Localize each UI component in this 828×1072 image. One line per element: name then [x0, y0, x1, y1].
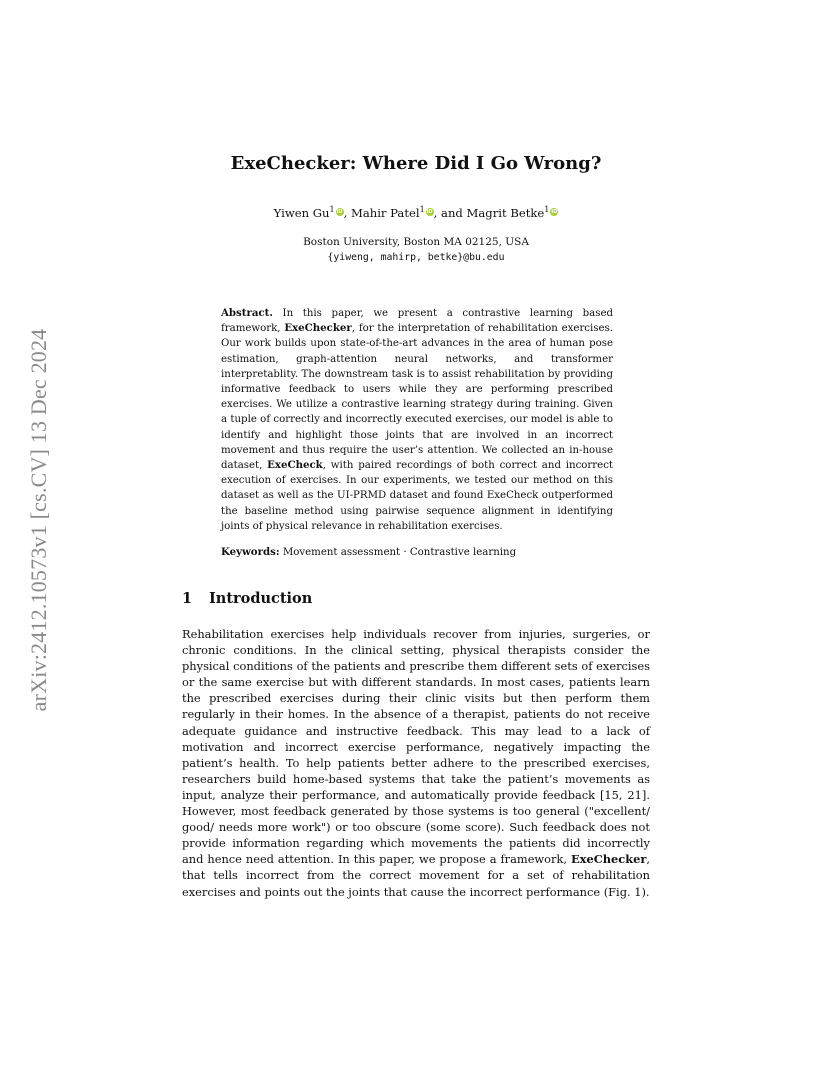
author-name: Yiwen Gu [273, 205, 330, 220]
section-heading [182, 590, 312, 607]
author-separator: , [343, 205, 351, 220]
orcid-icon[interactable]: iD [336, 208, 343, 215]
abstract-text: In this paper, we present a contrastive learning based framework, [221, 308, 613, 335]
author-affil-marker: 1 [419, 205, 425, 214]
keywords-label: Keywords: [221, 546, 280, 558]
author-separator: , and [433, 205, 467, 220]
affiliation-block [182, 235, 650, 265]
author-name: Magrit Betke [466, 205, 545, 220]
section-title: Introduction [209, 590, 313, 607]
abstract [221, 306, 613, 534]
arxiv-id: arXiv:2412.10573v1 [cs.CV] 13 Dec 2024 [26, 328, 51, 712]
author-name: Mahir Patel [350, 205, 420, 220]
section-number: 1 [182, 590, 193, 607]
abstract-emphasis: ExeChecker [284, 322, 352, 335]
author-list [182, 205, 650, 220]
intro-paragraph [182, 626, 650, 900]
intro-text: , that tells incorrect from the correct movement for a set of rehabilitation exercises and points out the joints that cause the incorrect performance (Fig. 1). [182, 852, 650, 899]
intro-text: Rehabilitation exercises help individuals recover from injuries, surgeries, or chronic conditions. In the clinical setting, physical therapists consider the physical conditions of the patients and prescribe them different sets of exercises or the same exercise but with different standards. In most cases, patients learn the prescribed exercises during their clinic visits but then perform them regularly in their homes. In the absence of a therapist, patients do not receive adequate guidance and instructive feedback. This may lead to a lack of motivation and incorrect exercise performance, negatively impacting the patient’s health. To help patients better adhere to the prescribed exercises, researchers build home-based systems that take the patient’s movements as input, analyze their performance, and automatically provide feedback [15, 21]. However, most feedback generated by those systems is too general ("excellent/ good/ needs more work") or too obscure (some score). Such feedback does not provide information regarding which movements the patients did incorrectly and hence need attention. In this paper, we propose a framework, [182, 627, 650, 867]
author-email[interactable]: {yiweng, mahirp, betke}@bu.edu [327, 252, 505, 263]
intro-emphasis: ExeChecker [570, 852, 647, 867]
orcid-icon[interactable]: iD [551, 208, 558, 215]
author-affil-marker: 1 [544, 205, 550, 214]
abstract-label: Abstract. [221, 307, 273, 319]
arxiv-stamp [26, 280, 52, 760]
keywords-text: Movement assessment · Contrastive learning [279, 547, 517, 558]
paper-title: ExeChecker: Where Did I Go Wrong? [230, 153, 602, 174]
keywords [221, 545, 613, 560]
affiliation: Boston University, Boston MA 02125, USA [303, 236, 529, 248]
abstract-text: , with paired recordings of both correct and incorrect execution of exercises. In our experiments, we tested our method on this dataset as well as the UI-PRMD dataset and found ExeCheck outperformed the baseline method using pairwise sequence alignment in identifying joints of physical relevance in rehabilitation exercises. [221, 460, 613, 532]
abstract-emphasis: ExeCheck [267, 459, 323, 472]
orcid-icon[interactable]: iD [426, 208, 433, 215]
author-affil-marker: 1 [329, 205, 335, 214]
abstract-text: , for the interpretation of rehabilitation exercises. Our work builds upon state-of-the-art advances in the area of human pose estimation, graph-attention neural networks, and transformer interpretablity. The downstream task is to assist rehabilitation by providing informative feedback to users while they are performing prescribed exercises. We utilize a contrastive learning strategy during training. Given a tuple of correctly and incorrectly executed exercises, our model is able to identify and highlight those joints that are involved in an incorrect movement and thus require the user’s attention. We collected an in-house dataset, [221, 323, 613, 472]
